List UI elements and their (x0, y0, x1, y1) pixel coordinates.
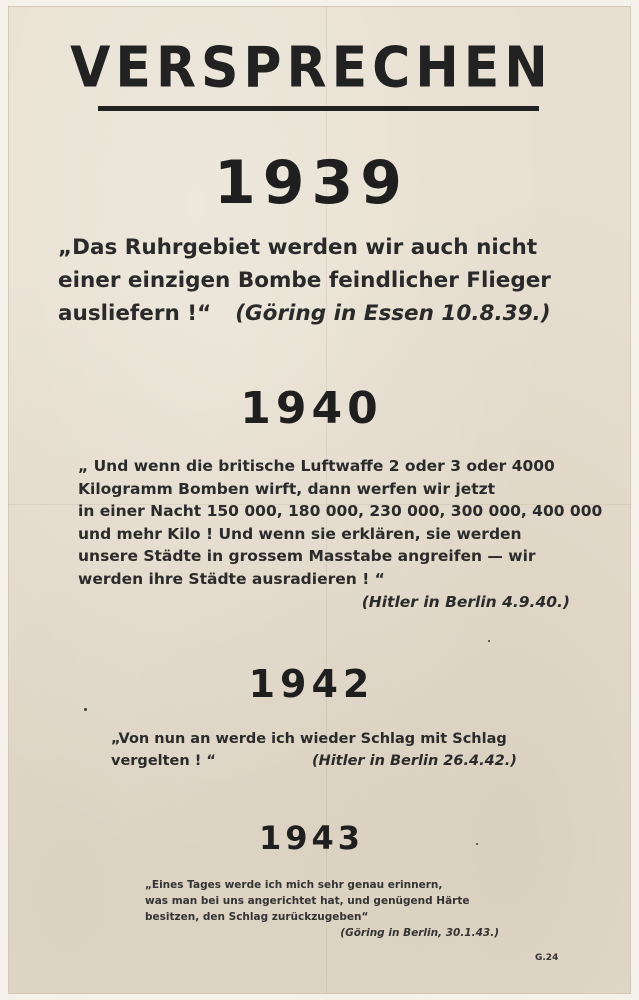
quote-line-with-source (58, 297, 588, 330)
quote-line: „Eines Tages werde ich mich sehr genau erinnern, (145, 879, 443, 891)
quote-line: „ Und wenn die britische Luftwaffe 2 oder 3 oder 4000 (78, 457, 555, 475)
year-1943-heading: 1943 (258, 819, 365, 857)
paper-speck (488, 640, 490, 642)
quote-line: „Von nun an werde ich wieder Schlag mit Schlag (111, 731, 507, 747)
quote-source: (Hitler in Berlin 4.9.40.) (361, 593, 570, 611)
quote-line: vergelten ! “ (111, 753, 216, 769)
paper-speck (476, 843, 478, 845)
paper-speck (84, 708, 87, 711)
quote-1942 (111, 728, 531, 772)
quote-line: was man bei uns angerichtet hat, und genügend Härte (145, 895, 470, 907)
quote-1943 (145, 877, 505, 941)
quote-line-with-source (111, 750, 531, 772)
quote-line: in einer Nacht 150 000, 180 000, 230 000, 300 000, 400 000 (78, 502, 603, 520)
quote-line: besitzen, den Schlag zurückzugeben“ (145, 911, 369, 923)
year-1939-heading: 1939 (214, 148, 409, 218)
quote-line: Kilogramm Bomben wirft, dann werfen wir jetzt (78, 479, 496, 498)
quote-1940 (78, 455, 603, 614)
quote-source: (Göring in Essen 10.8.39.) (235, 301, 551, 326)
quote-source: (Hitler in Berlin 26.4.42.) (311, 753, 517, 769)
quote-line: werden ihre Städte ausradieren ! “ (78, 569, 385, 588)
year-1940-heading: 1940 (240, 383, 383, 434)
title-text: VERSPRECHEN (70, 35, 553, 101)
year-1942-heading: 1942 (248, 662, 375, 706)
leaflet-code: G.24 (535, 953, 559, 963)
quote-line: „Das Ruhrgebiet werden wir auch nicht (58, 235, 538, 260)
quote-line: und mehr Kilo ! Und wenn sie erklären, sie werden (78, 524, 522, 543)
quote-1939 (58, 231, 588, 330)
quote-line: ausliefern !“ (58, 301, 212, 326)
title-underline (98, 106, 539, 111)
quote-line: unsere Städte in grossem Masstabe angreifen — wir (78, 547, 536, 565)
quote-line: einer einzigen Bombe feindlicher Flieger (58, 268, 551, 293)
leaflet-title (0, 35, 623, 101)
quote-source: (Göring in Berlin, 30.1.43.) (340, 927, 499, 939)
